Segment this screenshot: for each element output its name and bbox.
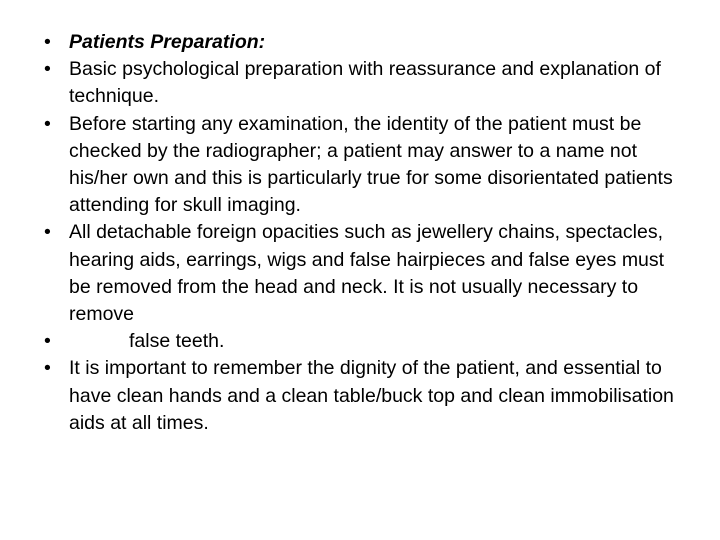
bullet-item-false-teeth — [44, 328, 684, 355]
bullet-text: Basic psychological preparation with reassurance and explanation of technique. — [69, 58, 661, 108]
bullet-item-patients-preparation — [44, 29, 684, 56]
bullet-icon: • — [44, 221, 51, 244]
bullet-item-psychological-preparation — [44, 56, 684, 110]
bullet-item-dignity — [44, 355, 684, 437]
bullet-icon: • — [44, 330, 51, 353]
bullet-item-identity-check — [44, 111, 684, 220]
bullet-icon: • — [44, 357, 51, 380]
bullet-text: All detachable foreign opacities such as jewellery chains, spectacles, hearing aids, earrings, wigs and false hairpieces and false eyes must be removed from the head and neck. It is not usually necessary to remove — [69, 221, 665, 326]
bullet-text: false teeth. — [129, 330, 225, 353]
bullet-item-foreign-opacities — [44, 219, 684, 328]
section-heading: Patients Preparation: — [69, 31, 266, 53]
bullet-list — [44, 29, 684, 437]
bullet-text-wrapper — [69, 328, 684, 355]
bullet-text: Before starting any examination, the identity of the patient must be checked by the radiographer; a patient may answer to a name not his/her own and this is particularly true for some disorientated patients attending for skull imaging. — [69, 112, 673, 217]
bullet-text: It is important to remember the dignity of the patient, and essential to have clean hands and a clean table/buck top and clean immobilisation aids at all times. — [69, 357, 674, 434]
bullet-icon: • — [44, 58, 51, 81]
bullet-icon: • — [44, 31, 51, 53]
bullet-icon: • — [44, 112, 51, 135]
